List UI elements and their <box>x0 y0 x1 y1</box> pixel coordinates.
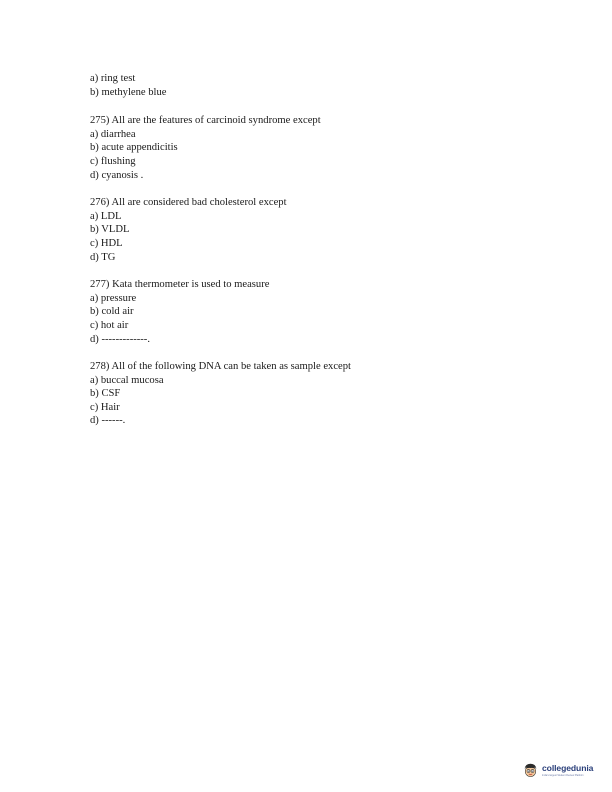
option-b: b) cold air <box>90 306 134 318</box>
option-a: a) buccal mucosa <box>90 374 164 386</box>
option-c: c) Hair <box>90 401 120 413</box>
question-275 <box>90 114 530 182</box>
option-a: a) diarrhea <box>90 128 136 140</box>
question-number: 275) <box>90 115 110 127</box>
option-d: d) TG <box>90 251 116 263</box>
question-text <box>90 360 530 374</box>
option-c: c) HDL <box>90 237 123 249</box>
question-stem: All are considered bad cholesterol except <box>111 197 287 209</box>
question-number: 277) <box>90 279 110 291</box>
question-277 <box>90 278 530 346</box>
mascot-face-icon <box>522 762 539 779</box>
brand-footer <box>522 760 602 782</box>
question-number: 276) <box>90 197 110 209</box>
question-278 <box>90 360 530 428</box>
option-a: a) ring test <box>90 73 136 84</box>
option-c: c) hot air <box>90 319 129 331</box>
option-b: b) VLDL <box>90 224 130 236</box>
question-text <box>90 196 530 210</box>
option-b: b) methylene blue <box>90 86 167 98</box>
question-text <box>90 278 530 292</box>
option-c: c) flushing <box>90 155 136 167</box>
question-list <box>90 72 530 442</box>
question-stem: All are the features of carcinoid syndrome except <box>111 115 321 127</box>
brand-tagline: India's largest Student Review Platform <box>542 774 584 777</box>
option-a: a) LDL <box>90 210 122 222</box>
continued-options <box>90 72 530 99</box>
question-stem: All of the following DNA can be taken as sample except <box>111 361 351 373</box>
question-number: 278) <box>90 361 110 373</box>
option-d: d) cyanosis . <box>90 169 144 181</box>
question-276 <box>90 196 530 264</box>
option-b: b) CSF <box>90 388 121 400</box>
option-d: d) ------. <box>90 415 126 427</box>
question-text <box>90 114 530 128</box>
option-d: d) -------------. <box>90 333 150 345</box>
option-b: b) acute appendicitis <box>90 142 178 154</box>
brand-name: collegedunia <box>542 763 594 773</box>
option-a: a) pressure <box>90 292 137 304</box>
question-stem: Kata thermometer is used to measure <box>112 279 270 291</box>
